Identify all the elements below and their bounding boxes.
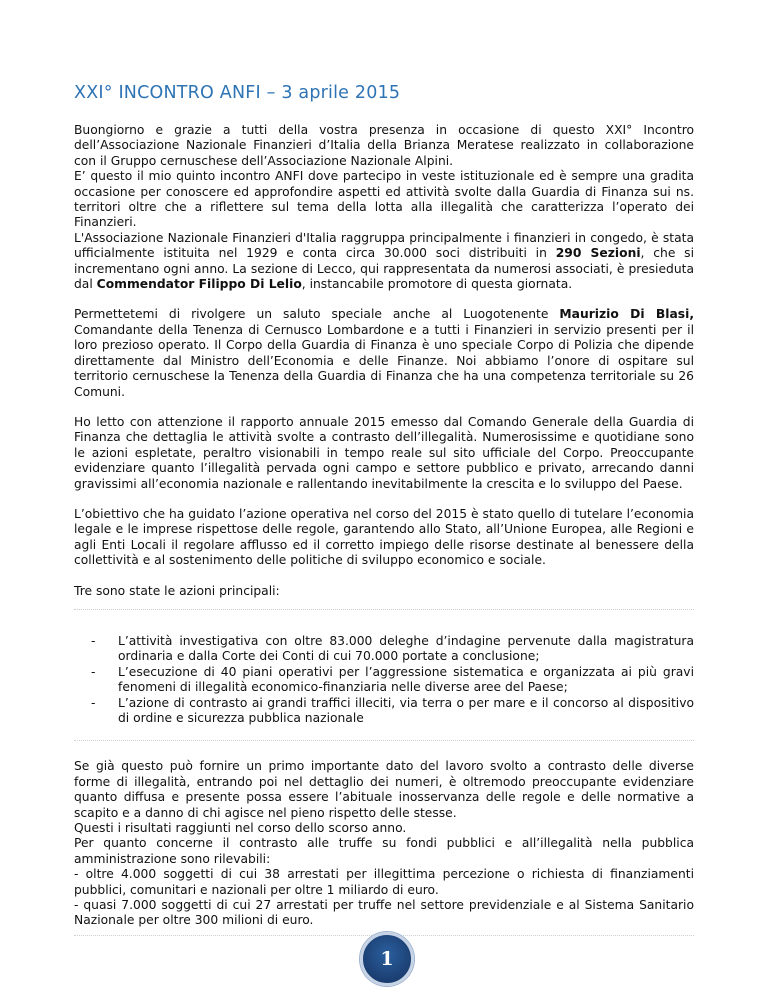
list-item [74, 634, 694, 665]
results-item-financing: - oltre 4.000 soggetti di cui 38 arrestati per illegittima percezione o richiesta di finanziamenti pubblici, comunitari e nazionali per oltre 1 miliardo di euro. [74, 867, 694, 897]
paragraph-lieutenant-a: Permettetemi di rivolgere un saluto speciale anche al Luogotenente [74, 307, 560, 322]
paragraph-results [74, 759, 694, 928]
results-heading: Questi i risultati raggiunti nel corso dello scorso anno. [74, 821, 407, 836]
list-item [74, 665, 694, 696]
page-number-badge: 1 [360, 932, 414, 986]
list-item [74, 696, 694, 727]
paragraph-objective: L’obiettivo che ha guidato l’azione operativa nel corso del 2015 è stato quello di tutelare l’economia legale e le imprese rispettose delle regole, garantendo allo Stato, all’Unione Europea, alle Regioni e agli Enti Locali il regolare afflusso ed il corretto impiego delle risorse destinate al benessere della collettività e al sostenimento delle politiche di sviluppo economico e sociale. [74, 506, 694, 568]
paragraph-greeting-lieutenant [74, 307, 694, 399]
document-body [74, 82, 694, 936]
paragraph-greeting-1: Buongiorno e grazie a tutti della vostra presenza in occasione di questo XXI° Incontro dell’Associazione Nazionale Finanzieri d’Italia della Brianza Meratese realizzato in collaborazione con il Gruppo cernuschese dell’Associazione Nazionale Alpini. [74, 123, 694, 168]
list-dash: - [91, 695, 96, 710]
sections-count: 290 Sezioni [555, 246, 641, 261]
paragraph-greeting-2: E’ questo il mio quinto incontro ANFI dove partecipo in veste istituzionale ed è sempre una gradita occasione per conoscere ed approfondire aspetti ed attività svolte dalla Guardia di Finanza sui ns. territori oltre che a riflettere sul tema della lotta alla illegalità che caratterizza l’operato dei Finanzieri. [74, 169, 694, 230]
paragraph-actions-intro: Tre sono state le azioni principali: [74, 583, 280, 598]
results-intro: Se già questo può fornire un primo importante dato del lavoro svolto a contrasto delle diverse forme di illegalità, entrando poi nel dettaglio dei numeri, è oltremodo preoccupante evidenziare quanto diffusa e presente possa essere l’abituale inosservanza delle regole e delle normative a scapito e a danno di chi agisce nel pieno rispetto delle stesse. [74, 759, 694, 820]
paragraph-anfi-a: L'Associazione Nazionale Finanzieri d'Italia raggruppa principalmente i finanzieri in congedo, è stata ufficialmente istituita nel 1929 e conta circa 30.000 soci distribuiti in [74, 230, 694, 261]
list-dash: - [91, 664, 96, 679]
list-dash: - [91, 633, 96, 648]
results-item-welfare: - quasi 7.000 soggetti di cui 27 arrestati per truffe nel settore previdenziale e al Sistema Sanitario Nazionale per oltre 300 milioni di euro. [74, 898, 694, 928]
paragraph-anfi [74, 231, 694, 293]
list-item-text: L’azione di contrasto ai grandi traffici illeciti, via terra o per mare e il concorso al dispositivo di ordine e sicurezza pubblica nazionale [118, 695, 694, 725]
paragraph-lieutenant-c: Comandante della Tenenza di Cernusco Lombardone e a tutti i Finanzieri in servizio presenti per il loro prezioso operato. Il Corpo della Guardia di Finanza è uno speciale Corpo di Polizia che dipende direttamente dal Ministro dell’Economia e delle Finanze. Noi abbiamo l’onore di ospitare sul territorio cernuschese la Tenenza della Guardia di Finanza che ha una competenza territoriale su 26 Comuni. [74, 322, 694, 399]
document-title: XXI° INCONTRO ANFI – 3 aprile 2015 [74, 83, 401, 103]
paragraph-anfi-c: , che si incrementano ogni anno. La sezione di Lecco, qui rappresentata da numerosi associati, è presieduta dal [74, 246, 695, 292]
president-name: Commendator Filippo Di Lelio [96, 277, 302, 292]
results-public-funds: Per quanto concerne il contrasto alle truffe su fondi pubblici e all’illegalità nella pubblica amministrazione sono rilevabili: [74, 836, 694, 866]
list-item-text: L’esecuzione di 40 piani operativi per l’aggressione sistematica e organizzata ai più gravi fenomeni di illegalità economico-finanziaria nelle diverse aree del Paese; [118, 664, 694, 695]
lieutenant-name: Maurizio Di Blasi, [559, 307, 694, 322]
list-item-text: L’attività investigativa con oltre 83.000 deleghe d’indagine pervenute dalla magistratura ordinaria e dalla Corte dei Conti di cui 70.000 portate a conclusione; [118, 633, 694, 664]
separator [74, 609, 694, 610]
paragraph-annual-report: Ho letto con attenzione il rapporto annuale 2015 emesso dal Comando Generale della Guardia di Finanza che dettaglia le attività svolte a contrasto dell’illegalità. Numerosissime e quotidiane sono le azioni espletate, peraltro visionabili in tempo reale sul sito ufficiale del Corpo. Preoccupante evidenziare quanto l’illegalità pervada ogni campo e settore pubblico e privato, arrecando danni gravissimi all’economia nazionale e rallentando inevitabilmente la crescita e lo sviluppo del Paese. [74, 414, 694, 491]
separator [74, 740, 694, 741]
paragraph-anfi-e: , instancabile promotore di questa giornata. [301, 277, 573, 292]
actions-list [74, 634, 694, 726]
